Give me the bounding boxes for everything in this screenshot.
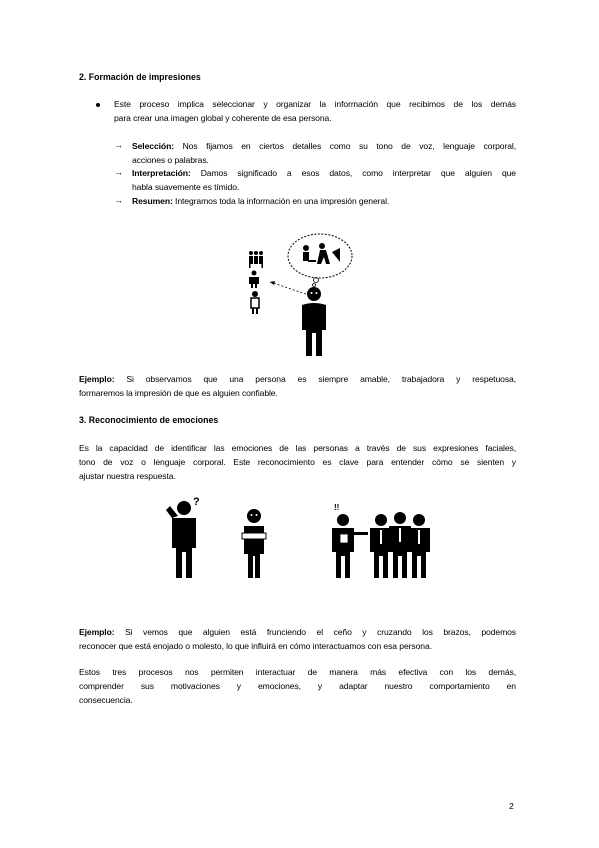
term-resumen: Resumen: [132, 196, 173, 206]
example-label: Ejemplo: [79, 374, 115, 384]
section-3-para-line2: tono de voz o lenguaje corporal. Este reconocimiento es clave para entender cómo se sienten y [79, 457, 516, 467]
example-label: Ejemplo: [79, 627, 115, 637]
example-2-line2: reconocer que está enojado o molesto, lo que influirá en cómo interactuamos con esa persona. [79, 641, 432, 651]
closing-line2: comprender sus motivaciones y emociones, y adaptar nuestro comportamiento en [79, 681, 516, 691]
sub-item-seleccion-line2: acciones o palabras. [132, 155, 209, 165]
svg-text:?: ? [193, 496, 200, 508]
arrow-icon: → [114, 167, 123, 177]
page-number: 2 [509, 801, 514, 811]
sub-item-seleccion [132, 140, 516, 154]
svg-text:!!: !! [334, 503, 340, 512]
sub-item-resumen [132, 195, 389, 209]
section-3-heading: 3. Reconocimiento de emociones [79, 415, 219, 425]
section-2-heading: 2. Formación de impresiones [79, 72, 201, 82]
term-seleccion: Selección: [132, 141, 174, 151]
example-1-line2: formaremos la impresión de que es alguien confiable. [79, 388, 278, 398]
term-interpretacion: Interpretación: [132, 168, 191, 178]
example-2-line1 [79, 626, 516, 640]
sub-item-text: Nos fijamos en ciertos detalles como su tono de voz, lenguaje corporal, [182, 141, 516, 151]
emotions-illustration [160, 496, 440, 586]
example-1-line1 [79, 373, 516, 387]
sub-item-text: Integramos toda la información en una impresión general. [175, 196, 390, 206]
section-3-para-line1: Es la capacidad de identificar las emociones de las personas a través de sus expresiones faciales, [79, 443, 516, 453]
bullet-dot [96, 103, 100, 107]
arrow-icon: → [114, 140, 123, 150]
section-3-para-line3: ajustar nuestra respuesta. [79, 471, 176, 481]
closing-line3: consecuencia. [79, 695, 133, 705]
bullet-text-line1: Este proceso implica seleccionar y organizar la información que recibimos de los demás [114, 99, 516, 109]
bullet-text-line2: para crear una imagen global y coherente de esa persona. [114, 113, 332, 123]
arrow-icon: → [114, 195, 123, 205]
sub-item-interpretacion-line2: habla suavemente es tímido. [132, 182, 240, 192]
impression-illustration [240, 230, 360, 360]
sub-item-interpretacion [132, 167, 516, 181]
example-text: Si vemos que alguien está frunciendo el ceño y cruzando los brazos, podemos [125, 627, 517, 637]
sub-item-text: Damos significado a esos datos, como interpretar que alguien que [200, 168, 516, 178]
example-text: Si observamos que una persona es siempre amable, trabajadora y respetuosa, [126, 374, 516, 384]
closing-line1: Estos tres procesos nos permiten interactuar de manera más efectiva con los demás, [79, 667, 516, 677]
